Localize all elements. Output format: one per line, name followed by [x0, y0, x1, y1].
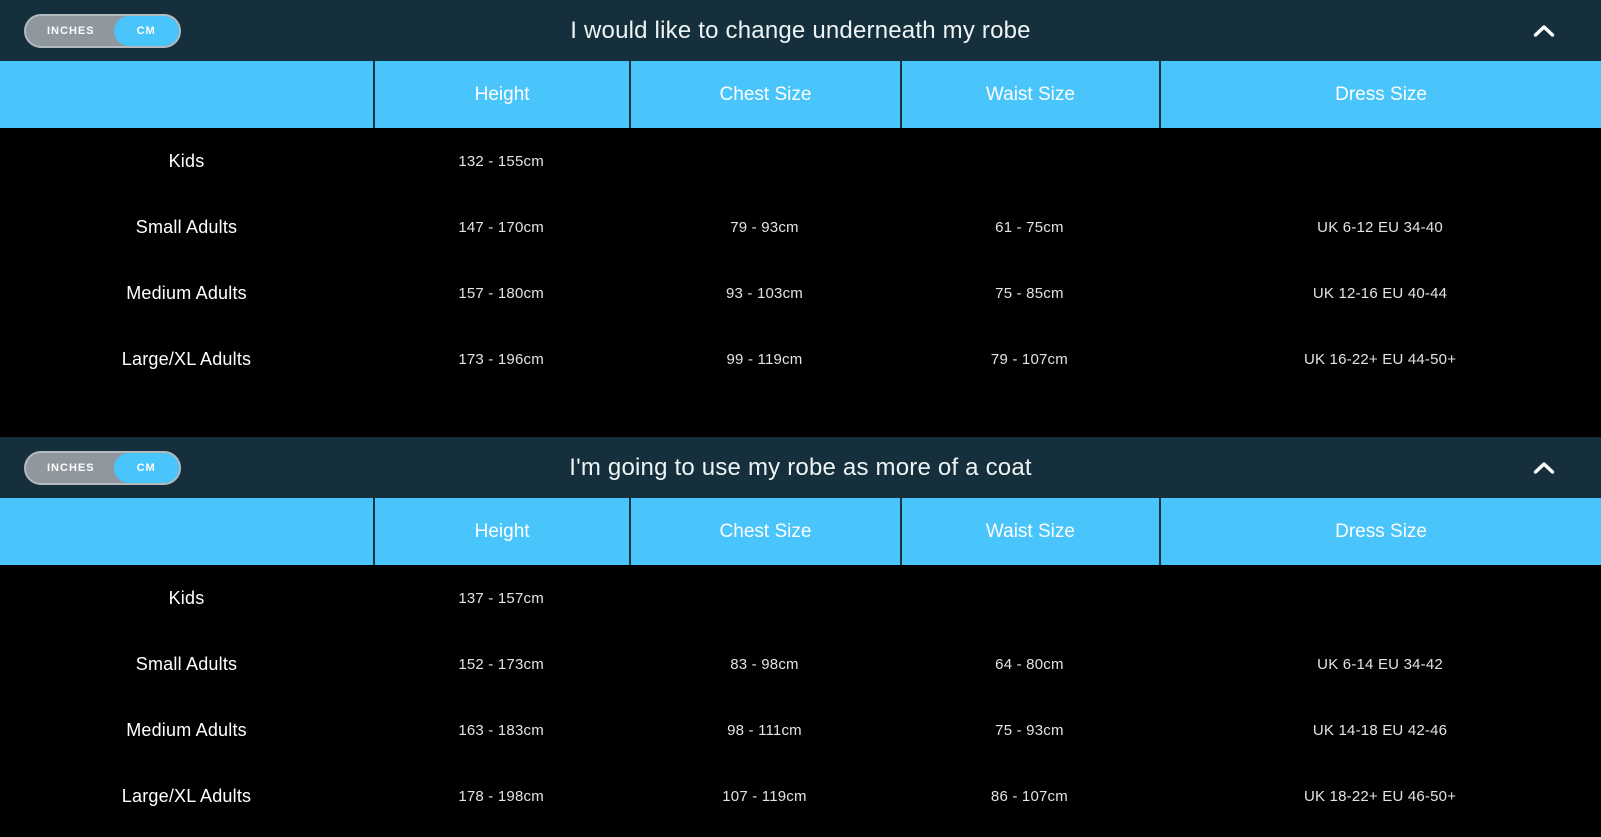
- chest-value: 83 - 98cm: [730, 655, 799, 673]
- table-row-medium-adults: [0, 260, 1601, 326]
- row-label: Kids: [168, 587, 205, 608]
- waist-value: 86 - 107cm: [990, 787, 1068, 805]
- unit-toggle[interactable]: [24, 451, 181, 485]
- waist-value: [900, 128, 1159, 194]
- column-header-height: Height: [373, 61, 629, 128]
- unit-option-cm[interactable]: CM: [114, 16, 179, 46]
- dress-value: [1159, 128, 1601, 194]
- size-table: [0, 498, 1601, 829]
- column-header-waist: Waist Size: [900, 61, 1159, 128]
- row-label: Small Adults: [135, 653, 238, 674]
- table-row-medium-adults: [0, 697, 1601, 763]
- table-row-kids: [0, 565, 1601, 631]
- unit-option-inches[interactable]: INCHES: [47, 24, 95, 37]
- chest-value: [629, 565, 900, 631]
- height-value: 137 - 157cm: [458, 589, 544, 607]
- dress-value: UK 6-12 EU 34-40: [1317, 218, 1443, 236]
- height-value: 163 - 183cm: [458, 721, 544, 739]
- column-header-dress: Dress Size: [1159, 498, 1601, 565]
- waist-value: 75 - 93cm: [995, 721, 1064, 739]
- row-label: Large/XL Adults: [121, 785, 252, 806]
- chest-value: 79 - 93cm: [730, 218, 799, 236]
- row-label: Small Adults: [135, 216, 238, 237]
- row-label: Medium Adults: [126, 282, 247, 303]
- chevron-up-icon[interactable]: [1533, 24, 1555, 37]
- unit-toggle[interactable]: [24, 14, 181, 48]
- dress-value: UK 18-22+ EU 46-50+: [1303, 787, 1457, 805]
- row-label: Medium Adults: [126, 719, 247, 740]
- height-value: 178 - 198cm: [458, 787, 544, 805]
- height-value: 157 - 180cm: [458, 284, 544, 302]
- table-row-large-xl-adults: [0, 763, 1601, 829]
- column-header-blank: [0, 498, 373, 565]
- height-value: 132 - 155cm: [458, 152, 544, 170]
- column-header-chest: Chest Size: [629, 61, 900, 128]
- height-value: 152 - 173cm: [458, 655, 544, 673]
- section-title: I'm going to use my robe as more of a coat: [569, 453, 1032, 481]
- unit-option-cm[interactable]: CM: [114, 453, 179, 483]
- dress-value: [1159, 565, 1601, 631]
- table-header-row: [0, 498, 1601, 565]
- chest-value: 93 - 103cm: [725, 284, 803, 302]
- table-row-kids: [0, 128, 1601, 194]
- column-header-waist: Waist Size: [900, 498, 1159, 565]
- column-header-blank: [0, 61, 373, 128]
- row-label: Large/XL Adults: [121, 348, 252, 369]
- chest-value: 99 - 119cm: [726, 350, 803, 368]
- section-title: I would like to change underneath my robe: [570, 16, 1031, 44]
- dress-value: UK 12-16 EU 40-44: [1312, 284, 1448, 302]
- height-value: 173 - 196cm: [458, 350, 544, 368]
- chest-value: [629, 128, 900, 194]
- chest-value: 98 - 111cm: [727, 721, 802, 739]
- dress-value: UK 16-22+ EU 44-50+: [1303, 350, 1457, 368]
- dress-value: UK 6-14 EU 34-42: [1317, 655, 1443, 673]
- section-header[interactable]: [0, 0, 1601, 61]
- waist-value: 61 - 75cm: [995, 218, 1064, 236]
- section-gap: [0, 392, 1601, 437]
- chest-value: 107 - 119cm: [722, 787, 807, 805]
- waist-value: [900, 565, 1159, 631]
- size-table: [0, 61, 1601, 392]
- waist-value: 79 - 107cm: [990, 350, 1068, 368]
- waist-value: 75 - 85cm: [995, 284, 1064, 302]
- chevron-up-icon[interactable]: [1533, 461, 1555, 474]
- column-header-dress: Dress Size: [1159, 61, 1601, 128]
- size-section-coat: [0, 437, 1601, 829]
- height-value: 147 - 170cm: [458, 218, 544, 236]
- size-section-underneath: [0, 0, 1601, 392]
- table-row-large-xl-adults: [0, 326, 1601, 392]
- dress-value: UK 14-18 EU 42-46: [1312, 721, 1448, 739]
- waist-value: 64 - 80cm: [995, 655, 1064, 673]
- row-label: Kids: [168, 150, 205, 171]
- column-header-height: Height: [373, 498, 629, 565]
- table-row-small-adults: [0, 631, 1601, 697]
- unit-option-inches[interactable]: INCHES: [47, 461, 95, 474]
- table-header-row: [0, 61, 1601, 128]
- column-header-chest: Chest Size: [629, 498, 900, 565]
- table-row-small-adults: [0, 194, 1601, 260]
- section-header[interactable]: [0, 437, 1601, 498]
